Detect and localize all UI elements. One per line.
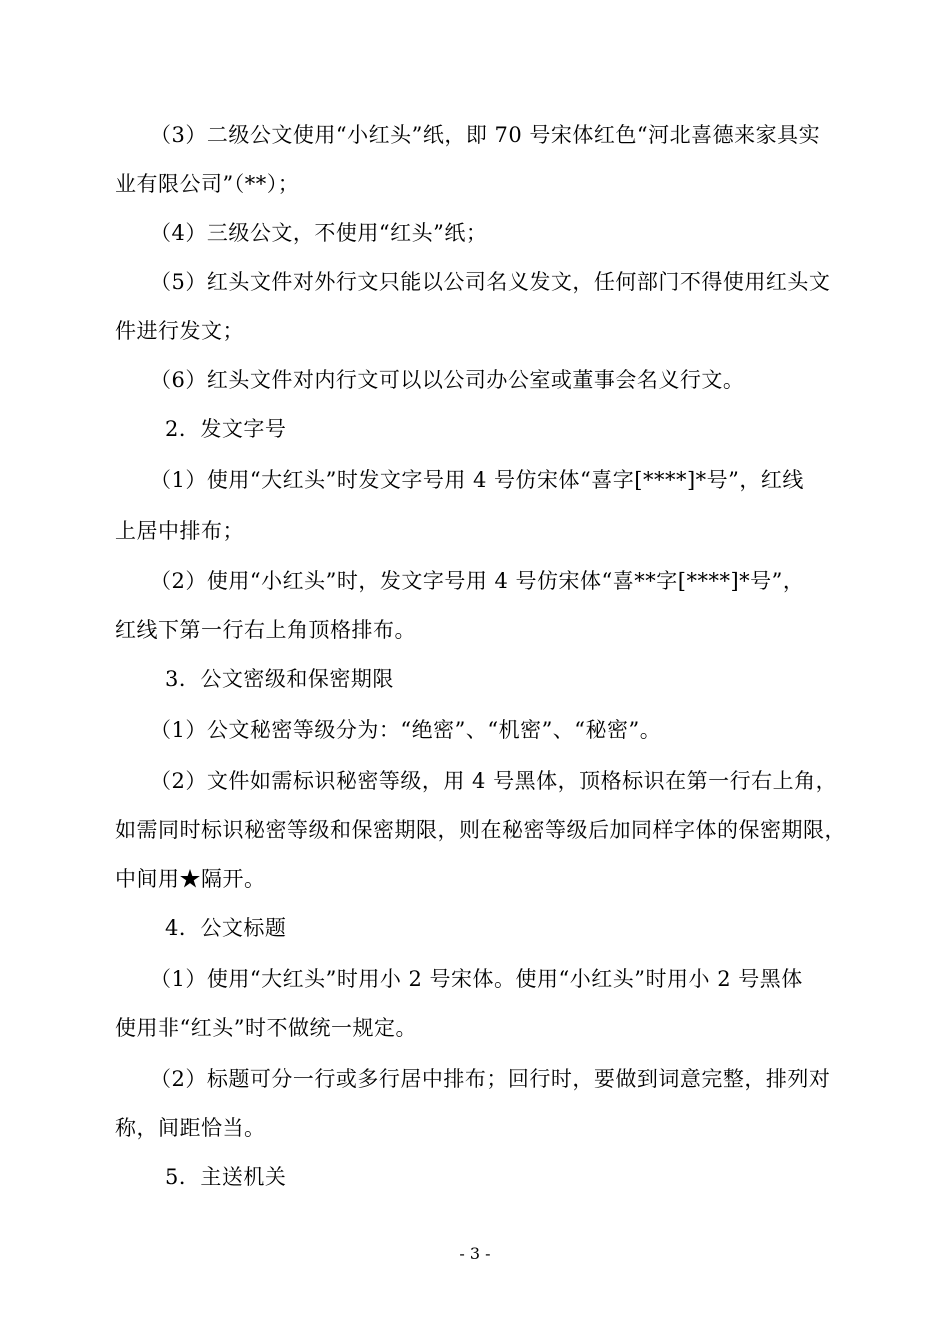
paragraph-line: （3）二级公文使用“小红头”纸，即 70 号宋体红色“河北喜德来家具实 (150, 123, 821, 147)
section-heading: 2．发文字号 (165, 417, 287, 441)
section-heading: 5．主送机关 (165, 1165, 287, 1189)
paragraph-line: （1）使用“大红头”时用小 2 号宋体。使用“小红头”时用小 2 号黑体 (150, 967, 803, 991)
paragraph-line: 称，间距恰当。 (115, 1116, 266, 1140)
paragraph-line: 件进行发文； (115, 319, 244, 343)
paragraph-line: （2）文件如需标识秘密等级，用 4 号黑体，顶格标识在第一行右上角， (150, 769, 838, 793)
paragraph-line: （2）标题可分一行或多行居中排布；回行时，要做到词意完整，排列对 (150, 1067, 831, 1091)
paragraph-line: （4）三级公文，不使用“红头”纸； (150, 221, 488, 245)
paragraph-line: （1）公文秘密等级分为：“绝密”、“机密”、“秘密”。 (150, 718, 662, 742)
paragraph-line: 业有限公司”（**）； (115, 172, 300, 196)
section-heading: 3．公文密级和保密期限 (165, 667, 394, 691)
section-heading: 4．公文标题 (165, 916, 287, 940)
paragraph-line: 使用非“红头”时不做统一规定。 (115, 1016, 417, 1040)
paragraph-line: （6）红头文件对内行文可以以公司办公室或董事会名义行文。 (150, 368, 745, 392)
paragraph-line: （2）使用“小红头”时，发文字号用 4 号仿宋体“喜**字[****]*号”， (150, 569, 805, 593)
paragraph-line: 上居中排布； (115, 519, 244, 543)
paragraph-line: 如需同时标识秘密等级和保密期限，则在秘密等级后加同样字体的保密期限， (115, 818, 846, 842)
paragraph-line: （5）红头文件对外行文只能以公司名义发文，任何部门不得使用红头文 (150, 270, 831, 294)
paragraph-line: 红线下第一行右上角顶格排布。 (115, 618, 416, 642)
paragraph-line: （1）使用“大红头”时发文字号用 4 号仿宋体“喜字[****]*号”，红线 (150, 468, 804, 492)
page-number: - 3 - (459, 1244, 491, 1263)
paragraph-line: 中间用★隔开。 (115, 867, 266, 891)
